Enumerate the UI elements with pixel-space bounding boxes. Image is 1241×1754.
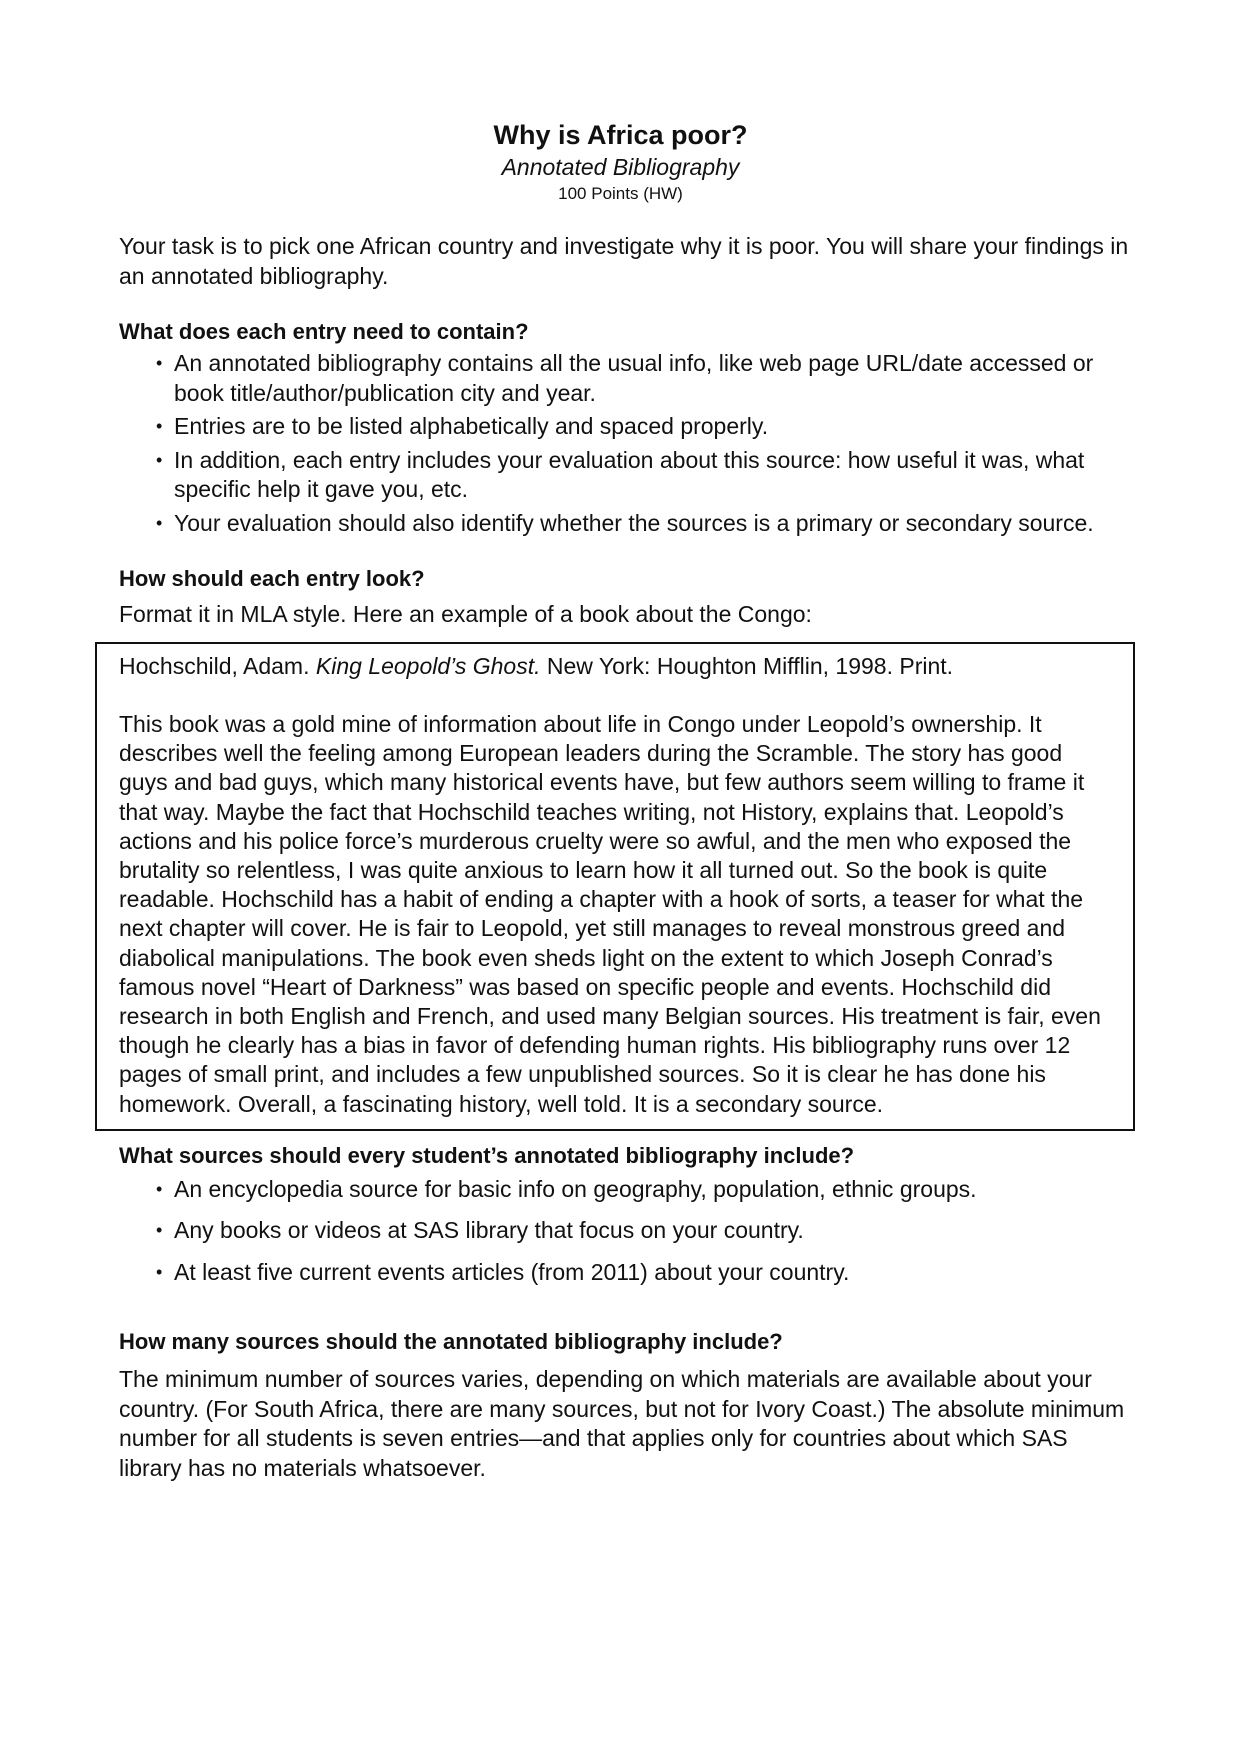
- entry-contents-heading: What does each entry need to contain?: [119, 319, 529, 344]
- example-annotation: This book was a gold mine of information about life in Congo under Leopold’s ownership. It describes well the feeling among European leaders during the Scramble. The story has good guys and bad guys, which many historical events have, but few authors seem willing to frame it that way. Maybe the fact that Hochschild teaches writing, not History, explains that. Leopold’s actions and his police force’s murderous cruelty were so awful, and the men who exposed the brutality so relentless, I was quite anxious to learn how it all turned out. So the book is quite readable. Hochschild has a habit of ending a chapter with a hook of sorts, a teaser for what the next chapter will cover. He is fair to Leopold, yet still manages to reveal monstrous greed and diabolical manipulations. The book even sheds light on the extent to which Joseph Conrad’s famous novel “Heart of Darkness” was based on specific people and events. Hochschild did research in both English and French, and used many Belgian sources. His treatment is fair, even though he clearly has a bias in favor of defending human rights. His bibliography runs over 12 pages of small print, and includes a few unpublished sources. So it is clear he has done his homework. Overall, a fascinating history, well told. It is a secondary source.: [119, 711, 1101, 1117]
- list-item: [119, 509, 1134, 539]
- bullet-icon: •: [156, 1178, 163, 1199]
- intro-paragraph: Your task is to pick one African country and investigate why it is poor. You will share your findings in an annotated bibliography.: [119, 233, 1129, 289]
- list-item-text: An annotated bibliography contains all the usual info, like web page URL/date accessed or book title/author/publication city and year.: [174, 350, 1094, 406]
- list-item: [119, 1258, 1134, 1288]
- list-item-text: Your evaluation should also identify whether the sources is a primary or secondary source.: [174, 509, 1094, 536]
- document-header: [0, 118, 1241, 206]
- list-item: [119, 412, 1134, 442]
- example-citation: [119, 652, 1115, 682]
- bullet-icon: •: [156, 512, 163, 533]
- list-item: [119, 1175, 1134, 1205]
- document-subtitle: Annotated Bibliography: [501, 154, 740, 180]
- list-item-text: Any books or videos at SAS library that focus on your country.: [174, 1217, 804, 1244]
- source-count-heading: How many sources should the annotated bibliography include?: [119, 1329, 783, 1355]
- citation-author: Hochschild, Adam.: [119, 652, 310, 679]
- source-count-text: The minimum number of sources varies, depending on which materials are available about your country. (For South Africa, there are many sources, but not for Ivory Coast.) The absolute minimum number for all students is seven entries—and that applies only for countries about which SAS library has no materials whatsoever.: [119, 1366, 1125, 1481]
- example-entry-box: [95, 642, 1135, 1131]
- list-item: [119, 446, 1134, 505]
- required-sources-heading: What sources should every student’s annotated bibliography include?: [119, 1142, 855, 1168]
- list-item-text: In addition, each entry includes your evaluation about this source: how useful it was, what specific help it gave you, etc.: [174, 446, 1085, 502]
- document-body: [119, 232, 1134, 1483]
- citation-publication: New York: Houghton Mifflin, 1998. Print.: [546, 652, 954, 679]
- list-item-text: An encyclopedia source for basic info on geography, population, ethnic groups.: [174, 1175, 977, 1202]
- required-sources-list: [119, 1175, 1134, 1288]
- bullet-icon: •: [156, 353, 163, 373]
- entry-format-text: Format it in MLA style. Here an example of a book about the Congo:: [119, 601, 812, 627]
- list-item-text: At least five current events articles (from 2011) about your country.: [174, 1258, 850, 1285]
- list-item-text: Entries are to be listed alphabetically and spaced properly.: [174, 413, 769, 439]
- list-item: [119, 1216, 1134, 1246]
- citation-title: King Leopold’s Ghost.: [315, 652, 541, 679]
- document-title: Why is Africa poor?: [493, 120, 748, 150]
- bullet-icon: •: [156, 1220, 163, 1241]
- list-item: [119, 349, 1134, 408]
- bullet-icon: •: [156, 449, 163, 470]
- points-label: 100 Points (HW): [558, 184, 683, 203]
- entry-format-heading: How should each entry look?: [119, 566, 425, 591]
- bullet-icon: •: [156, 1261, 163, 1282]
- bullet-icon: •: [156, 416, 163, 436]
- entry-contents-list: [119, 349, 1134, 538]
